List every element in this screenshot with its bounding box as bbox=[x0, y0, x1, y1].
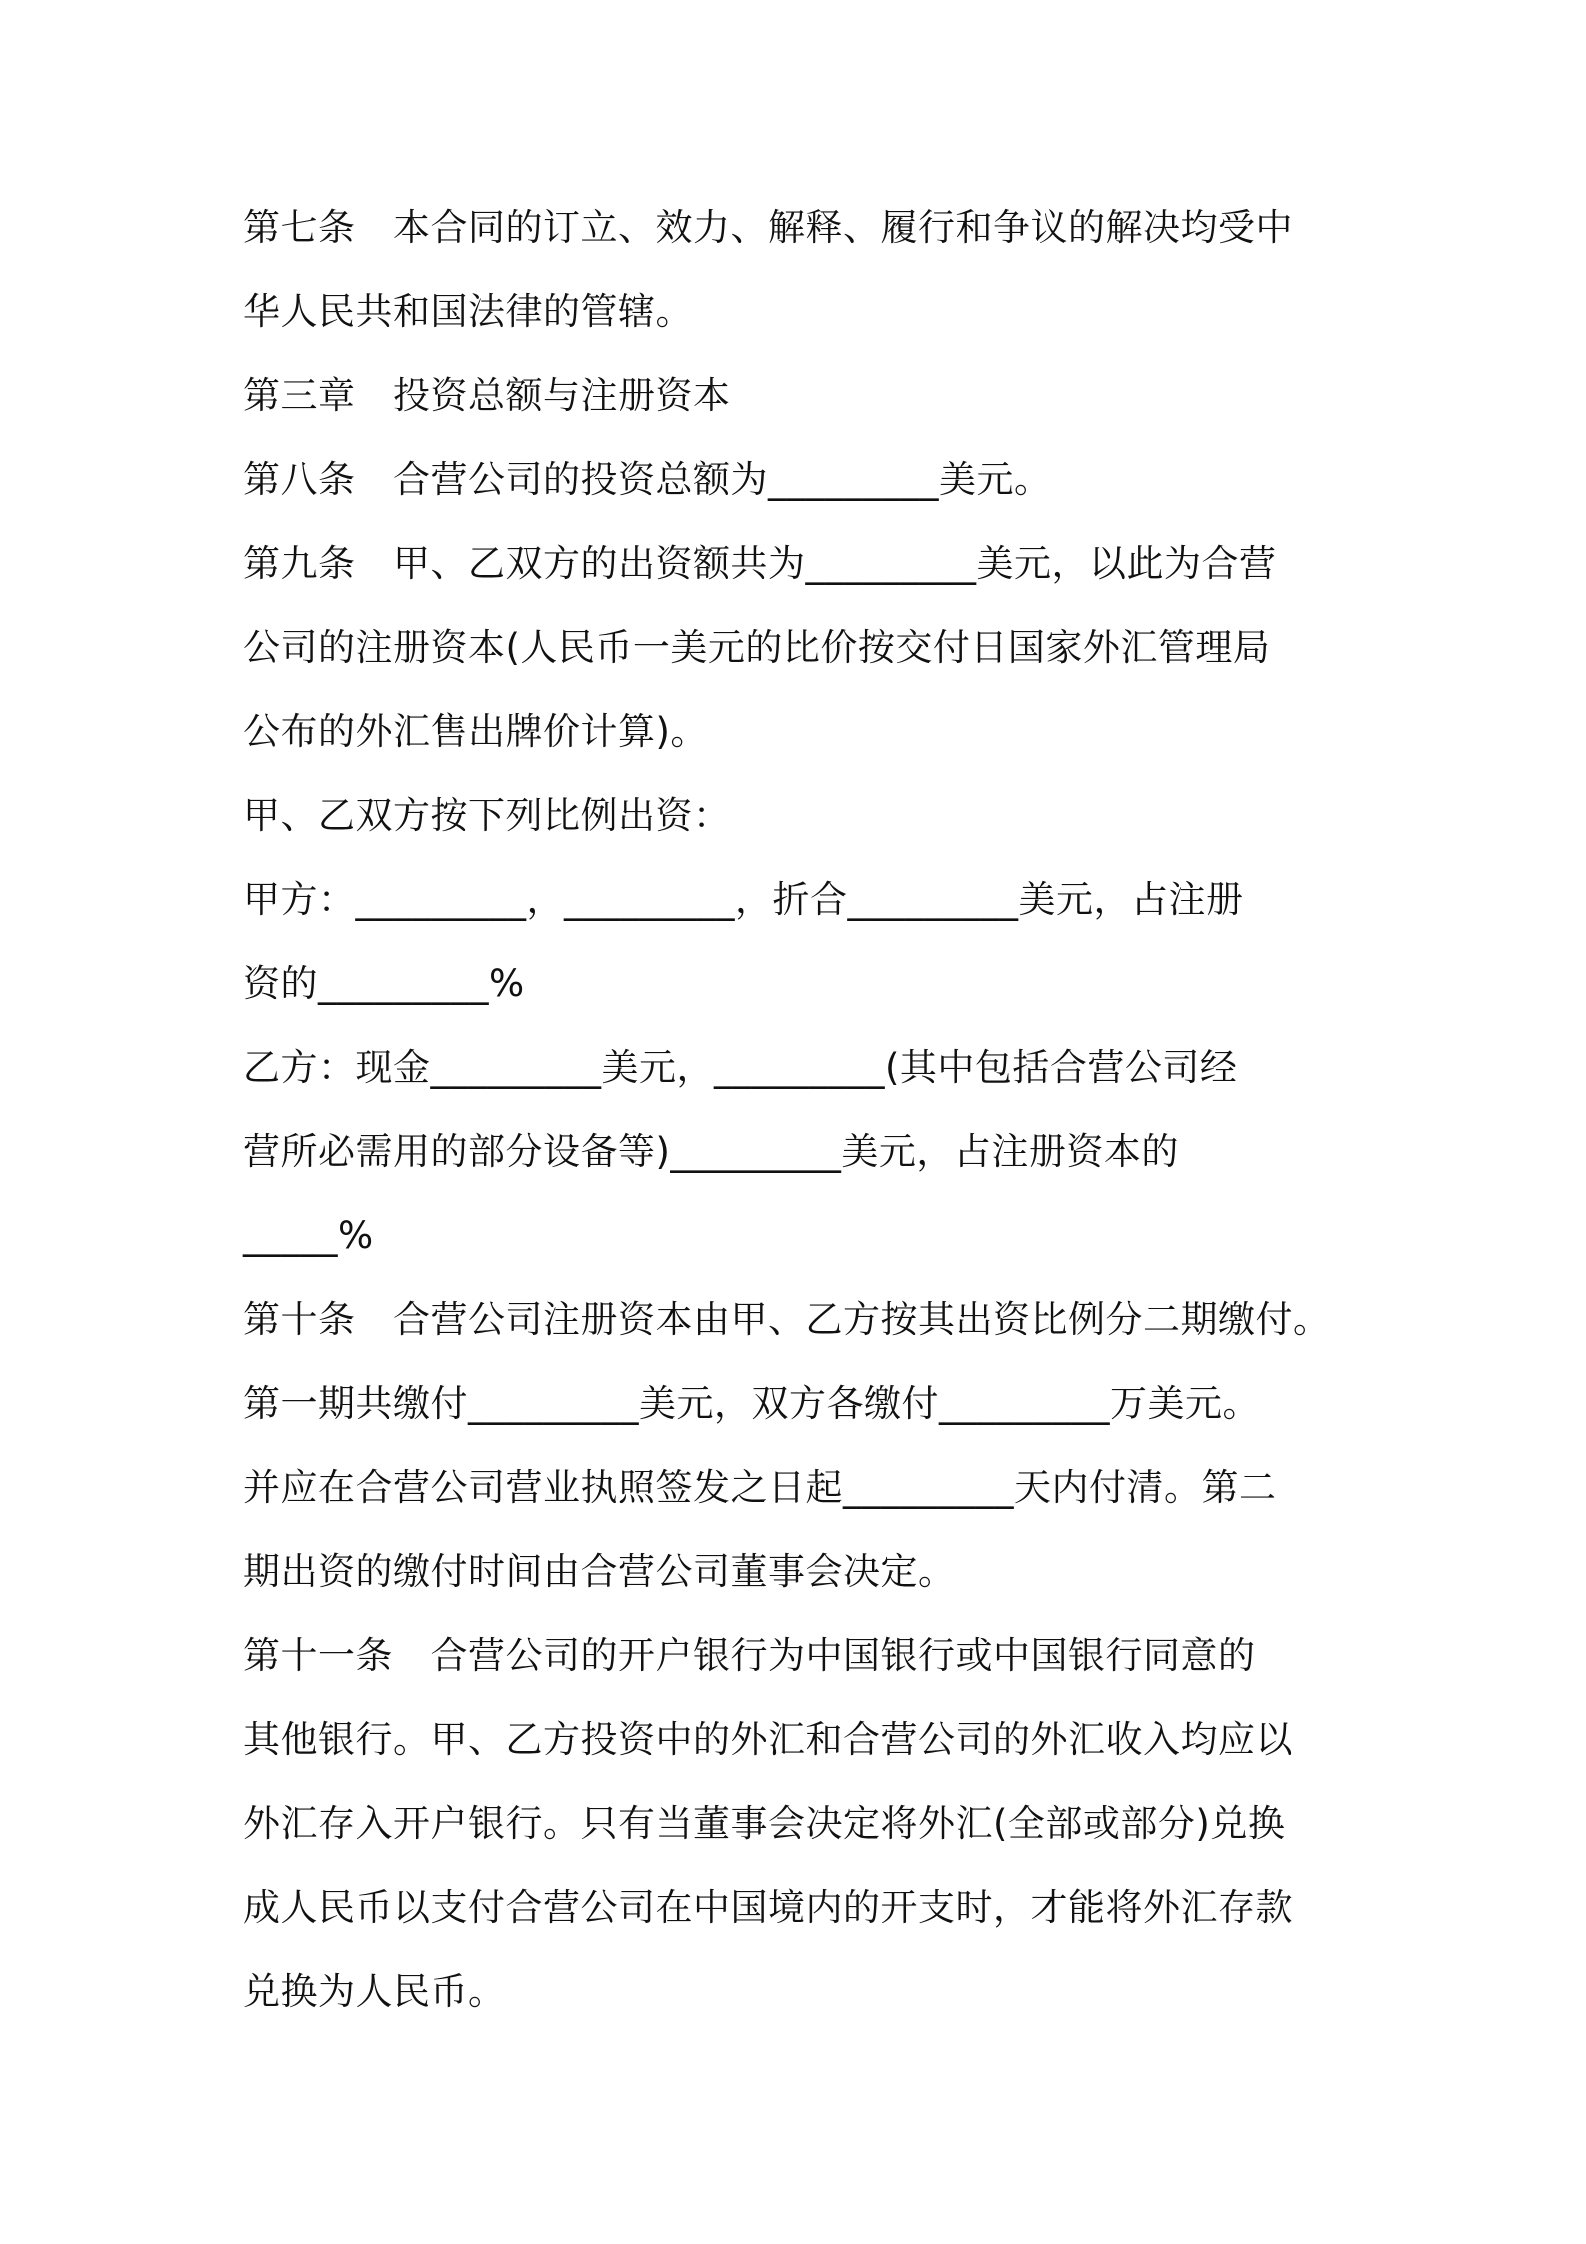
text-line: 乙方：现金_________美元，_________(其中包括合营公司经 bbox=[243, 1046, 1238, 1089]
text-line: 第八条 合营公司的投资总额为_________美元。 bbox=[243, 458, 1052, 501]
text-line: 期出资的缴付时间由合营公司董事会决定。 bbox=[243, 1550, 956, 1593]
text-line: 第九条 甲、乙双方的出资额共为_________美元，以此为合营 bbox=[243, 542, 1277, 585]
text-line: 外汇存入开户银行。只有当董事会决定将外汇(全部或部分)兑换 bbox=[243, 1802, 1286, 1845]
text-line: 公布的外汇售出牌价计算)。 bbox=[243, 710, 708, 753]
text-line: 第十一条 合营公司的开户银行为中国银行或中国银行同意的 bbox=[243, 1634, 1256, 1677]
text-line: 成人民币以支付合营公司在中国境内的开支时，才能将外汇存款 bbox=[243, 1886, 1293, 1929]
text-line: 并应在合营公司营业执照签发之日起_________天内付清。第二 bbox=[243, 1466, 1277, 1509]
text-line: 第十条 合营公司注册资本由甲、乙方按其出资比例分二期缴付。 bbox=[243, 1298, 1331, 1341]
text-line: 资的_________% bbox=[243, 962, 525, 1005]
text-line: 营所必需用的部分设备等)_________美元，占注册资本的 bbox=[243, 1130, 1179, 1173]
text-line: 公司的注册资本(人民币一美元的比价按交付日国家外汇管理局 bbox=[243, 626, 1271, 669]
chapter-heading: 第三章 投资总额与注册资本 bbox=[243, 374, 731, 417]
text-line: 甲方：_________，_________，折合_________美元，占注册 bbox=[243, 878, 1244, 921]
text-line: _____% bbox=[243, 1214, 374, 1257]
text-line: 甲、乙双方按下列比例出资： bbox=[243, 794, 731, 837]
text-line: 华人民共和国法律的管辖。 bbox=[243, 290, 693, 333]
text-line: 第七条 本合同的订立、效力、解释、履行和争议的解决均受中 bbox=[243, 206, 1293, 249]
text-line: 第一期共缴付_________美元，双方各缴付_________万美元。 bbox=[243, 1382, 1260, 1425]
text-line: 兑换为人民币。 bbox=[243, 1970, 506, 2013]
text-line: 其他银行。甲、乙方投资中的外汇和合营公司的外汇收入均应以 bbox=[243, 1718, 1293, 1761]
